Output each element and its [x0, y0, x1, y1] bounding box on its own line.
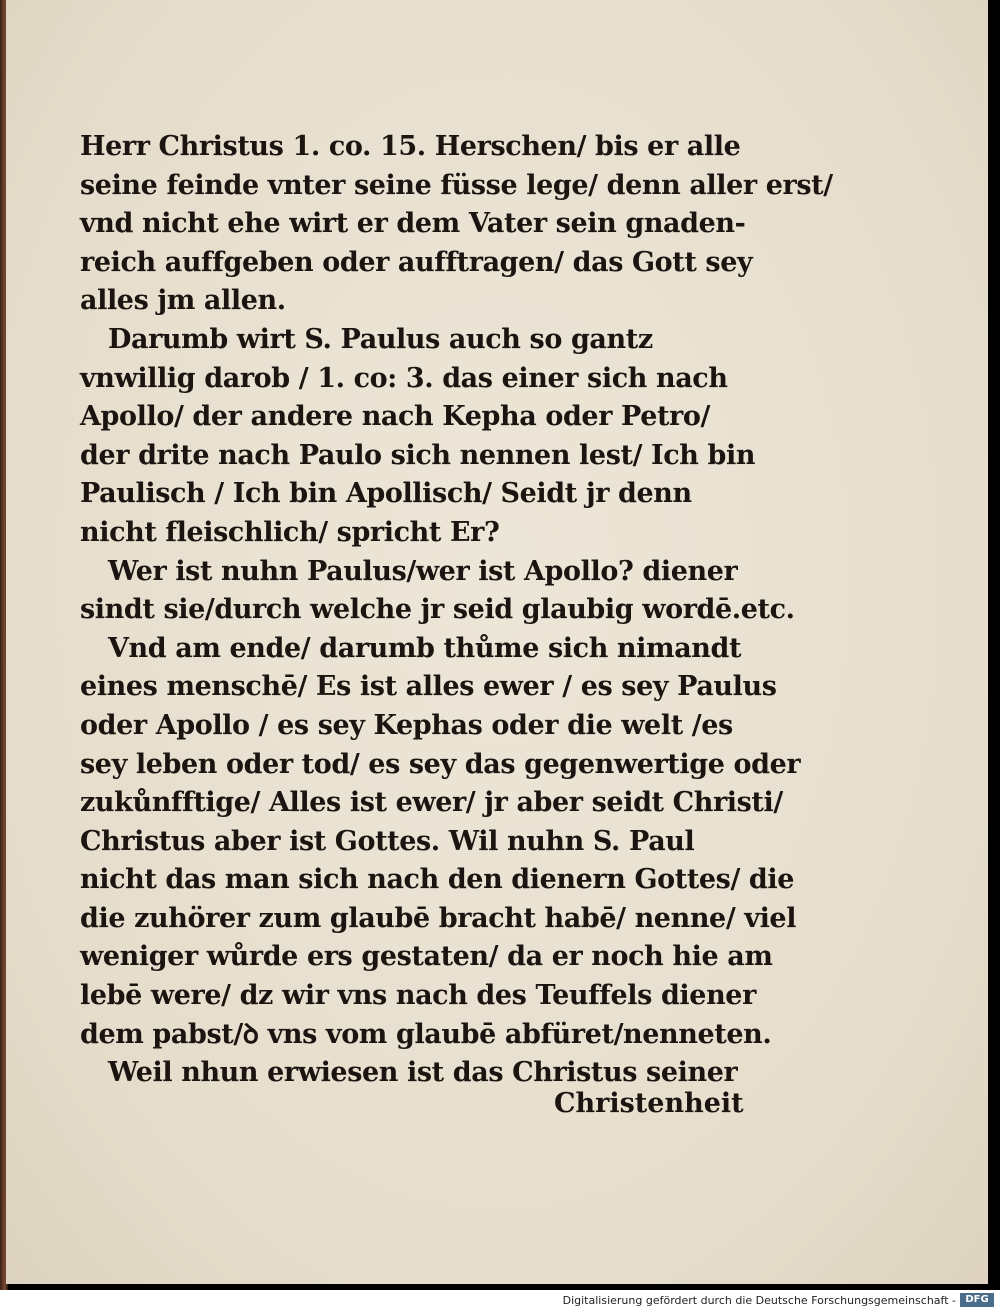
text-line: reich auffgeben oder aufftragen/ das Gott sey [80, 246, 753, 278]
text-line: sindt sie/durch welche jr seid glaubig wordē.etc. [80, 594, 795, 626]
text-line: nicht das man sich nach den dienern Gottes/ die [80, 864, 795, 896]
book-page [6, 0, 992, 1284]
text-line: oder Apollo / es sey Kephas oder die welt /es [80, 709, 733, 741]
text-line: vnd nicht ehe wirt er dem Vater sein gnaden- [80, 208, 746, 240]
text-line: eines menschē/ Es ist alles ewer / es sey Paulus [80, 671, 777, 703]
text-line: Vnd am ende/ darumb thůme sich nimandt [108, 632, 742, 664]
text-line: dem pabst/ꝺ vns vom glaubē abfüret/nenneten. [80, 1018, 772, 1050]
text-line: Christus aber ist Gottes. Wil nuhn S. Paul [80, 825, 695, 857]
text-line: weniger wůrde ers gestaten/ da er noch hie am [80, 941, 773, 973]
dfg-logo: DFG [960, 1293, 994, 1307]
text-line: seine feinde vnter seine füsse lege/ denn aller erst/ [80, 169, 833, 201]
text-line: Herr Christus 1. co. 15. Herschen/ bis er alle [80, 131, 741, 162]
footer [0, 1290, 1000, 1311]
text-line: Weil nhun erwiesen ist das Christus seiner [108, 1057, 738, 1089]
funding-credit: Digitalisierung gefördert durch die Deutsche Forschungsgemeinschaft - [562, 1294, 956, 1307]
text-line: der drite nach Paulo sich nennen lest/ Ich bin [80, 439, 756, 471]
text-line: Wer ist nuhn Paulus/wer ist Apollo? diener [108, 555, 738, 587]
text-line: zukůnfftige/ Alles ist ewer/ jr aber seidt Christi/ [80, 787, 783, 819]
page-text [80, 128, 833, 1093]
text-line: lebē were/ dz wir vns nach des Teuffels diener [80, 980, 756, 1012]
text-line: alles jm allen. [80, 285, 286, 317]
text-line: vnwillig darob / 1. co: 3. das einer sich nach [80, 362, 728, 394]
text-line: Darumb wirt S. Paulus auch so gantz [108, 323, 653, 355]
text-line: sey leben oder tod/ es sey das gegenwertige oder [80, 748, 801, 780]
text-line: nicht fleischlich/ spricht Er? [80, 516, 500, 548]
text-line: Paulisch / Ich bin Apollisch/ Seidt jr denn [80, 478, 692, 510]
scan-edge [988, 0, 1000, 1290]
text-line: die zuhörer zum glaubē bracht habē/ nenne/ viel [80, 902, 797, 934]
catchword: Christenheit [554, 1088, 744, 1119]
text-line: Apollo/ der andere nach Kepha oder Petro/ [80, 401, 710, 433]
